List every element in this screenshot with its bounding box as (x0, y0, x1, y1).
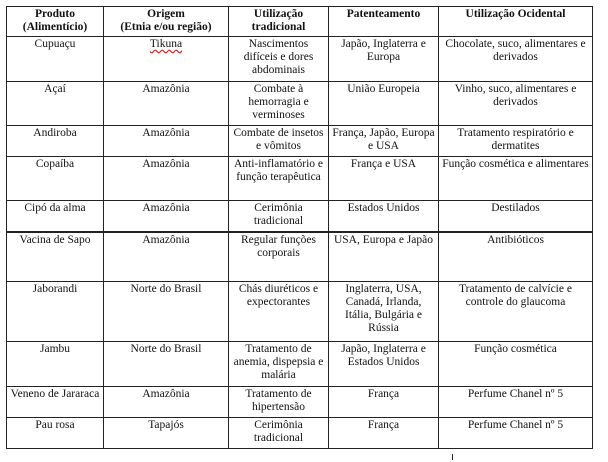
table-row (7, 232, 593, 282)
cell-ocidental: Tratamento respiratório e dermatites (439, 126, 593, 157)
cell-tradicional: Nascimentos difíceis e dores abdominais (229, 37, 329, 82)
products-table (6, 6, 593, 449)
table-row (7, 342, 593, 387)
cell-produto: Cupuaçu (7, 37, 104, 82)
cell-produto: Jaborandi (7, 282, 104, 342)
cell-origem: Amazônia (104, 157, 229, 201)
header-utilizacao-ocidental: Utilização Ocidental (439, 7, 593, 37)
cell-ocidental: Chocolate, suco, alimentares e derivados (439, 37, 593, 82)
cell-patente: França (329, 387, 439, 418)
cell-tradicional: Regular funções corporais (229, 232, 329, 282)
cell-patente: Estados Unidos (329, 201, 439, 232)
cell-tradicional: Combate de insetos e vômitos (229, 126, 329, 157)
cell-produto: Pau rosa (7, 418, 104, 449)
cell-ocidental: Antibióticos (439, 232, 593, 282)
cell-patente: Inglaterra, USA, Canadá, Irlanda, Itália, Bulgária e Rússia (329, 282, 439, 342)
cell-patente: USA, Europa e Japão (329, 232, 439, 282)
cell-origem: Norte do Brasil (104, 342, 229, 387)
cell-tradicional: Combate à hemorragia e verminoses (229, 82, 329, 126)
table-row (7, 418, 593, 449)
cell-patente: Japão, Inglaterra e Estados Unidos (329, 342, 439, 387)
header-patenteamento: Patenteamento (329, 7, 439, 37)
cell-ocidental: Perfume Chanel nº 5 (439, 387, 593, 418)
cell-produto: Açaí (7, 82, 104, 126)
cell-origem: Amazônia (104, 126, 229, 157)
cell-origem: Tapajós (104, 418, 229, 449)
cell-ocidental: Vinho, suco, alimentares e derivados (439, 82, 593, 126)
cell-tradicional: Tratamento de hipertensão (229, 387, 329, 418)
cell-patente: França, Japão, Europa e USA (329, 126, 439, 157)
cell-produto: Cipó da alma (7, 201, 104, 232)
cell-patente: França (329, 418, 439, 449)
cell-patente: Japão, Inglaterra e Europa (329, 37, 439, 82)
cell-produto: Andiroba (7, 126, 104, 157)
cell-origem: Amazônia (104, 201, 229, 232)
cell-tradicional: Tratamento de anemia, dispepsia e malária (229, 342, 329, 387)
table-row (7, 126, 593, 157)
cell-produto: Vacina de Sapo (7, 232, 104, 282)
cell-ocidental: Destilados (439, 201, 593, 232)
table-row (7, 201, 593, 232)
cell-origem: Amazônia (104, 232, 229, 282)
cell-produto: Jambu (7, 342, 104, 387)
cell-ocidental: Função cosmética (439, 342, 593, 387)
cell-origem: Norte do Brasil (104, 282, 229, 342)
header-row (7, 7, 593, 37)
table-row (7, 82, 593, 126)
cell-tradicional: Cerimônia tradicional (229, 201, 329, 232)
cell-patente: União Europeia (329, 82, 439, 126)
cell-produto: Copaíba (7, 157, 104, 201)
cell-ocidental: Função cosmética e alimentares (439, 157, 593, 201)
header-origem: Origem (Etnia e/ou região) (104, 7, 229, 37)
table-row (7, 387, 593, 418)
cell-origem: Amazônia (104, 387, 229, 418)
table-row (7, 282, 593, 342)
cell-patente: França e USA (329, 157, 439, 201)
header-utilizacao-tradicional: Utilização tradicional (229, 7, 329, 37)
cell-produto: Veneno de Jararaca (7, 387, 104, 418)
table-row (7, 157, 593, 201)
cell-tradicional: Cerimônia tradicional (229, 418, 329, 449)
cell-ocidental: Tratamento de calvície e controle do glaucoma (439, 282, 593, 342)
table-border-fragment (452, 454, 453, 460)
cell-ocidental: Perfume Chanel nº 5 (439, 418, 593, 449)
cell-tradicional: Anti-inflamatório e função terapêutica (229, 157, 329, 201)
cell-origem: Amazônia (104, 82, 229, 126)
cell-tradicional: Chás diuréticos e expectorantes (229, 282, 329, 342)
header-produto: Produto (Alimentício) (7, 7, 104, 37)
table-row (7, 37, 593, 82)
cell-origem: Tikuna (104, 37, 229, 82)
